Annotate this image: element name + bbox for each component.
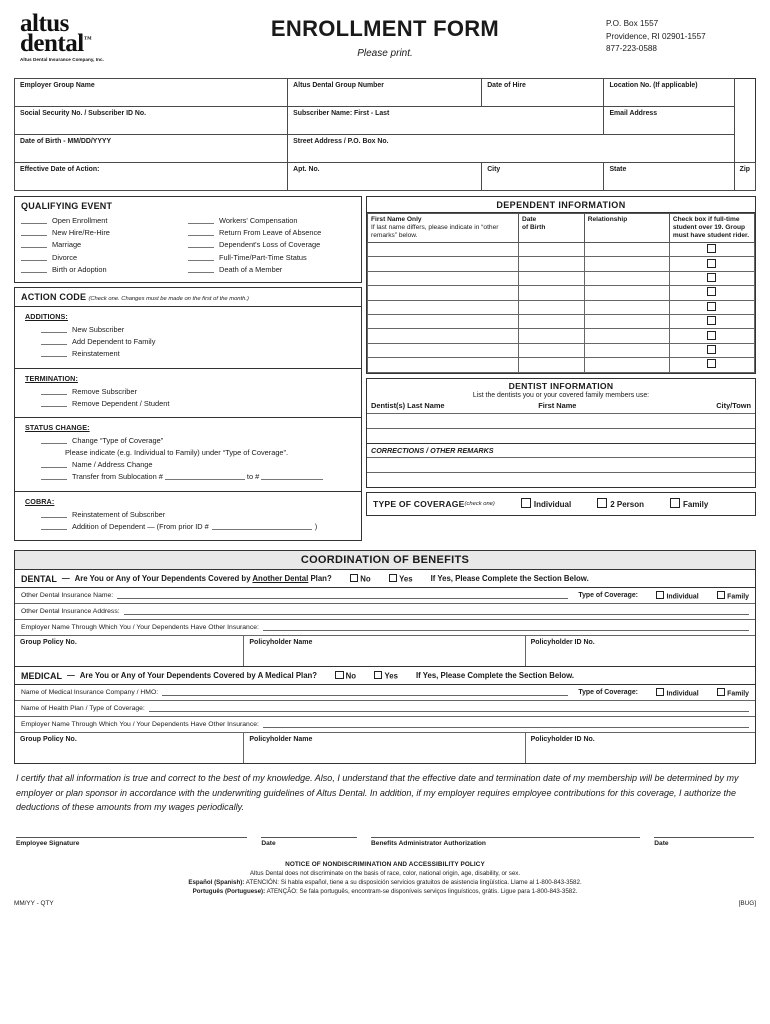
notice-title: NOTICE OF NONDISCRIMINATION AND ACCESSIBILITY POLICY bbox=[285, 860, 485, 868]
notice-spanish: Español (Spanish): ATENCIÓN: Si habla español, tiene a su disposición servicios gratuitos de asistencia lingüística. Llame al 1-800-843-3582. bbox=[188, 878, 582, 886]
form-revision-code: MM/YY - QTY bbox=[14, 899, 54, 907]
dependent-student-checkbox-cell[interactable] bbox=[669, 343, 754, 357]
option-transfer-sublocation[interactable]: Transfer from Sublocation # to # bbox=[41, 472, 355, 481]
type-of-coverage-note: (check one) bbox=[464, 500, 495, 507]
label-medical-employer-name: Employer Name Through Which You / Your Dependents Have Other Insurance: bbox=[21, 721, 259, 728]
checkline[interactable] bbox=[41, 394, 67, 395]
table-row bbox=[368, 271, 755, 285]
checkline[interactable] bbox=[188, 247, 214, 248]
dependent-dob-cell[interactable] bbox=[518, 300, 584, 314]
right-column bbox=[366, 196, 756, 545]
dependent-student-checkbox-cell[interactable] bbox=[669, 300, 754, 314]
checkbox-icon[interactable] bbox=[707, 244, 716, 253]
dependent-relationship-cell[interactable] bbox=[584, 243, 669, 257]
table-row bbox=[15, 79, 756, 107]
dentist-information-subtitle: List the dentists you or your covered family members use: bbox=[472, 391, 650, 399]
dependent-relationship-cell[interactable] bbox=[584, 315, 669, 329]
checkbox-icon[interactable] bbox=[656, 591, 665, 600]
option-add-dependent-to-family[interactable]: Add Dependent to Family bbox=[41, 337, 355, 346]
dental-instruction: If Yes, Please Complete the Section Below. bbox=[430, 574, 589, 583]
checkbox-dental-yes[interactable]: Yes bbox=[389, 574, 413, 584]
checkbox-coverage-2-person[interactable]: 2 Person bbox=[597, 498, 644, 509]
label-employee-signature: Employee Signature bbox=[16, 839, 80, 847]
checkbox-icon[interactable] bbox=[707, 302, 716, 311]
field-altus-group-number[interactable]: Altus Dental Group Number bbox=[288, 79, 482, 107]
employee-signature-field[interactable] bbox=[16, 837, 247, 847]
dependent-relationship-cell[interactable] bbox=[584, 358, 669, 372]
checkbox-icon[interactable] bbox=[707, 331, 716, 340]
qualifying-event-right-column bbox=[188, 216, 355, 277]
dependent-dob-cell[interactable] bbox=[518, 358, 584, 372]
input-health-plan[interactable] bbox=[149, 704, 749, 712]
table-row bbox=[368, 329, 755, 343]
field-date-of-hire[interactable]: Date of Hire bbox=[482, 79, 604, 107]
checkline[interactable] bbox=[41, 443, 67, 444]
checkbox-medical-no[interactable]: No bbox=[335, 671, 356, 681]
dental-label: DENTAL bbox=[21, 573, 57, 584]
option-new-subscriber[interactable]: New Subscriber bbox=[41, 325, 355, 334]
dependent-name-cell[interactable] bbox=[368, 358, 519, 372]
checkbox-medical-type-family[interactable]: Family bbox=[709, 688, 749, 698]
checkline[interactable] bbox=[41, 479, 67, 480]
dependent-name-cell[interactable] bbox=[368, 343, 519, 357]
checkline[interactable] bbox=[21, 223, 47, 224]
table-row bbox=[15, 163, 756, 191]
medical-health-plan-row bbox=[15, 701, 755, 717]
field-medical-group-policy-no[interactable]: Group Policy No. bbox=[15, 733, 244, 763]
option-birth-or-adoption[interactable]: Birth or Adoption bbox=[21, 265, 188, 274]
field-email-address[interactable]: Email Address bbox=[604, 107, 734, 135]
additions-label: ADDITIONS: bbox=[25, 311, 68, 321]
please-print-note: Please print. bbox=[357, 48, 413, 59]
subscriber-identification-grid bbox=[14, 78, 756, 191]
checkbox-icon[interactable] bbox=[707, 287, 716, 296]
option-change-type-of-coverage[interactable]: Change “Type of Coverage” bbox=[41, 436, 355, 445]
table-row bbox=[368, 315, 755, 329]
dependent-name-cell[interactable] bbox=[368, 300, 519, 314]
dependent-relationship-cell[interactable] bbox=[584, 286, 669, 300]
dependent-dob-cell[interactable] bbox=[518, 271, 584, 285]
form-id-code: [BUG] bbox=[738, 899, 756, 907]
field-date-of-birth[interactable]: Date of Birth - MM/DD/YYYY bbox=[15, 135, 288, 163]
qualifying-event-title: QUALIFYING EVENT bbox=[21, 201, 113, 211]
remarks-entry-row[interactable] bbox=[367, 457, 755, 472]
left-column bbox=[14, 196, 362, 545]
option-death-of-member[interactable]: Death of a Member bbox=[188, 265, 355, 274]
dependent-student-checkbox-cell[interactable] bbox=[669, 243, 754, 257]
field-dental-group-policy-no[interactable]: Group Policy No. bbox=[15, 636, 244, 666]
dentist-entry-row[interactable] bbox=[367, 428, 755, 443]
checkbox-icon[interactable] bbox=[374, 671, 383, 680]
trademark-icon: ™ bbox=[83, 34, 92, 44]
option-reinstatement[interactable]: Reinstatement bbox=[41, 349, 355, 358]
dependent-student-checkbox-cell[interactable] bbox=[669, 257, 754, 271]
label-other-dental-insurance-name: Other Dental Insurance Name: bbox=[21, 592, 114, 599]
checkbox-coverage-family[interactable]: Family bbox=[670, 498, 708, 509]
option-dependent-loss-of-coverage[interactable]: Dependent's Loss of Coverage bbox=[188, 240, 355, 249]
column-student-checkbox: Check box if full-time student over 19. Group must have student rider. bbox=[669, 214, 754, 243]
medical-question: Are You or Any of Your Dependents Covered by A Medical Plan? bbox=[79, 671, 318, 680]
dentist-information-box bbox=[366, 378, 756, 488]
page-title: ENROLLMENT FORM bbox=[270, 16, 500, 41]
form-header bbox=[14, 0, 756, 72]
field-location-no[interactable]: Location No. (If applicable) bbox=[604, 79, 734, 107]
address-line-1: P.O. Box 1557 bbox=[606, 19, 659, 28]
field-effective-date-of-action[interactable]: Effective Date of Action: bbox=[15, 163, 288, 191]
dependent-student-checkbox-cell[interactable] bbox=[669, 286, 754, 300]
dependent-dob-cell[interactable] bbox=[518, 315, 584, 329]
qualifying-event-left-column bbox=[21, 216, 188, 277]
medical-policy-row bbox=[15, 733, 755, 763]
logo-line-2: dental™ bbox=[20, 30, 92, 57]
checkline[interactable] bbox=[41, 406, 67, 407]
checkline[interactable] bbox=[21, 247, 47, 248]
column-dentist-city: City/Town bbox=[716, 400, 751, 410]
checkbox-icon[interactable] bbox=[707, 259, 716, 268]
dependent-relationship-cell[interactable] bbox=[584, 300, 669, 314]
option-cobra-addition-of-dependent[interactable]: Addition of Dependent — (From prior ID # ) bbox=[41, 522, 355, 531]
label-date-2: Date bbox=[654, 839, 669, 847]
dependent-table bbox=[367, 213, 755, 373]
dependent-dob-cell[interactable] bbox=[518, 243, 584, 257]
dependent-dob-cell[interactable] bbox=[518, 343, 584, 357]
dependent-name-cell[interactable] bbox=[368, 286, 519, 300]
sublocation-from-input[interactable] bbox=[165, 479, 245, 480]
medical-question-row bbox=[15, 667, 755, 685]
label-benefits-administrator: Benefits Administrator Authorization bbox=[371, 839, 486, 847]
column-dentist-first-name: First Name bbox=[538, 400, 577, 410]
label-date-1: Date bbox=[261, 839, 276, 847]
qualifying-event-box bbox=[14, 196, 362, 283]
signature-row bbox=[14, 837, 756, 847]
notice-statement: Altus Dental does not discriminate on the basis of race, color, national origin, age, disability, or sex. bbox=[249, 869, 521, 877]
cobra-group bbox=[15, 491, 361, 540]
label-dental-type-of-coverage: Type of Coverage: bbox=[578, 592, 638, 599]
option-remove-dependent-student[interactable]: Remove Dependent / Student bbox=[41, 399, 355, 408]
dependent-name-cell[interactable] bbox=[368, 315, 519, 329]
checkbox-dental-no[interactable]: No bbox=[350, 574, 371, 584]
dependent-student-checkbox-cell[interactable] bbox=[669, 329, 754, 343]
input-medical-employer-name[interactable] bbox=[263, 720, 749, 728]
cobra-label: COBRA: bbox=[25, 496, 55, 506]
dentist-entry-row[interactable] bbox=[367, 413, 755, 428]
dependent-name-cell[interactable] bbox=[368, 329, 519, 343]
address-phone: 877-223-0588 bbox=[606, 44, 657, 54]
dependent-relationship-cell[interactable] bbox=[584, 257, 669, 271]
mid-section bbox=[14, 196, 756, 545]
checkbox-medical-yes[interactable]: Yes bbox=[374, 671, 398, 681]
dependent-name-cell[interactable] bbox=[368, 271, 519, 285]
checkline[interactable] bbox=[21, 235, 47, 236]
dependent-rows bbox=[368, 243, 755, 373]
checkbox-dental-type-individual[interactable]: Individual bbox=[648, 591, 699, 601]
dental-question-row bbox=[15, 570, 755, 588]
checkline[interactable] bbox=[41, 467, 67, 468]
notice-portuguese: Português (Portuguese): ATENÇÃO: Se fala português, encontram-se disponíveis serviços linguísticos, grátis. Ligue para 1-800-843-3582. bbox=[192, 887, 578, 895]
column-relationship: Relationship bbox=[584, 214, 669, 243]
input-other-dental-insurance-name[interactable] bbox=[117, 591, 568, 599]
field-subscriber-name[interactable]: Subscriber Name: First - Last bbox=[288, 107, 604, 135]
checkline[interactable] bbox=[41, 529, 67, 530]
input-other-dental-insurance-address[interactable] bbox=[124, 607, 749, 615]
checkbox-icon[interactable] bbox=[707, 345, 716, 354]
field-medical-policyholder-id[interactable]: Policyholder ID No. bbox=[530, 736, 595, 743]
column-first-name: First Name Only If last name differs, please indicate in “other remarks” below. bbox=[368, 214, 519, 243]
checkline[interactable] bbox=[188, 223, 214, 224]
checkbox-icon[interactable] bbox=[707, 316, 716, 325]
checkline[interactable] bbox=[41, 344, 67, 345]
checkline[interactable] bbox=[188, 260, 214, 261]
dental-question: Are You or Any of Your Dependents Covered by Another Dental Plan? bbox=[74, 574, 332, 583]
coordination-of-benefits-title: COORDINATION OF BENEFITS bbox=[15, 551, 755, 570]
dependent-student-checkbox-cell[interactable] bbox=[669, 358, 754, 372]
corrections-remarks-label: CORRECTIONS / OTHER REMARKS bbox=[367, 443, 755, 457]
prior-id-input[interactable] bbox=[212, 529, 312, 530]
table-row bbox=[15, 107, 756, 135]
other-dental-insurance-name-row bbox=[15, 588, 755, 604]
checkbox-icon[interactable] bbox=[717, 591, 726, 600]
option-open-enrollment[interactable]: Open Enrollment bbox=[21, 216, 188, 225]
table-header-row bbox=[368, 214, 755, 243]
dental-employer-name-row bbox=[15, 620, 755, 636]
company-address bbox=[606, 14, 756, 56]
status-change-label: STATUS CHANGE: bbox=[25, 422, 90, 432]
dependent-name-cell[interactable] bbox=[368, 243, 519, 257]
checkbox-icon[interactable] bbox=[389, 574, 398, 583]
action-code-title: ACTION CODE bbox=[21, 291, 87, 302]
checkbox-medical-type-individual[interactable]: Individual bbox=[648, 688, 699, 698]
dependent-dob-cell[interactable] bbox=[518, 257, 584, 271]
status-change-instruction: Please indicate (e.g. Individual to Family) under “Type of Coverage”. bbox=[65, 448, 289, 458]
termination-label: TERMINATION: bbox=[25, 373, 78, 383]
label-medical-insurance-company: Name of Medical Insurance Company / HMO: bbox=[21, 689, 159, 696]
benefits-admin-signature-field[interactable] bbox=[371, 837, 640, 847]
dependent-information-box bbox=[366, 196, 756, 374]
type-of-coverage-row bbox=[366, 492, 756, 516]
checkbox-icon[interactable] bbox=[350, 574, 359, 583]
field-ssn-subscriber-id[interactable]: Social Security No. / Subscriber ID No. bbox=[15, 107, 288, 135]
dependent-student-checkbox-cell[interactable] bbox=[669, 315, 754, 329]
footer-notice bbox=[14, 861, 756, 895]
table-row bbox=[368, 257, 755, 271]
field-employer-group-name[interactable]: Employer Group Name bbox=[15, 79, 288, 107]
dependent-relationship-cell[interactable] bbox=[584, 343, 669, 357]
dental-policy-row bbox=[15, 636, 755, 667]
dependent-dob-cell[interactable] bbox=[518, 286, 584, 300]
column-dentist-last-name: Dentist(s) Last Name bbox=[371, 400, 445, 410]
label-medical-type-of-coverage: Type of Coverage: bbox=[578, 689, 638, 696]
option-cobra-reinstatement[interactable]: Reinstatement of Subscriber bbox=[41, 510, 355, 519]
field-apt-no[interactable]: Apt. No. bbox=[288, 163, 482, 191]
coordination-of-benefits-section bbox=[14, 550, 756, 764]
table-row bbox=[368, 300, 755, 314]
dash: — bbox=[67, 671, 75, 680]
option-full-part-time-status[interactable]: Full-Time/Part-Time Status bbox=[188, 253, 355, 262]
dependent-relationship-cell[interactable] bbox=[584, 271, 669, 285]
option-remove-subscriber[interactable]: Remove Subscriber bbox=[41, 387, 355, 396]
table-row bbox=[368, 358, 755, 372]
title-block bbox=[164, 14, 606, 59]
action-code-note: (Check one. Changes must be made on the first of the month.) bbox=[88, 295, 249, 302]
checkline[interactable] bbox=[41, 332, 67, 333]
input-medical-insurance-company[interactable] bbox=[162, 688, 568, 696]
medical-company-row bbox=[15, 685, 755, 701]
checkbox-dental-type-family[interactable]: Family bbox=[709, 591, 749, 601]
checkbox-icon[interactable] bbox=[717, 688, 726, 697]
option-divorce[interactable]: Divorce bbox=[21, 253, 188, 262]
dentist-column-headers bbox=[367, 401, 755, 413]
medical-label: MEDICAL bbox=[21, 670, 62, 681]
checkbox-icon[interactable] bbox=[656, 688, 665, 697]
checkline[interactable] bbox=[21, 272, 47, 273]
field-zip[interactable]: Zip bbox=[734, 163, 755, 191]
field-city[interactable]: City bbox=[482, 163, 604, 191]
termination-group bbox=[15, 368, 361, 417]
label-other-dental-insurance-address: Other Dental Insurance Address: bbox=[21, 608, 120, 615]
table-row bbox=[368, 343, 755, 357]
medical-instruction: If Yes, Please Complete the Section Below. bbox=[415, 671, 575, 680]
option-workers-compensation[interactable]: Workers' Compensation bbox=[188, 216, 355, 225]
dentist-information-title: DENTIST INFORMATION bbox=[508, 380, 614, 391]
checkline[interactable] bbox=[188, 272, 214, 273]
input-dental-employer-name[interactable] bbox=[263, 623, 749, 631]
logo-tagline: Altus Dental Insurance Company, Inc. bbox=[20, 57, 104, 62]
dependent-relationship-cell[interactable] bbox=[584, 329, 669, 343]
dash: — bbox=[61, 574, 70, 583]
option-new-hire-rehire[interactable]: New Hire/Re-Hire bbox=[21, 228, 188, 237]
label-health-plan: Name of Health Plan / Type of Coverage: bbox=[21, 705, 145, 712]
table-row bbox=[368, 243, 755, 257]
field-state[interactable]: State bbox=[604, 163, 734, 191]
action-code-box bbox=[14, 287, 362, 541]
option-name-address-change[interactable]: Name / Address Change bbox=[41, 460, 355, 469]
dependent-dob-cell[interactable] bbox=[518, 329, 584, 343]
label-dental-employer-name: Employer Name Through Which You / Your Dependents Have Other Insurance: bbox=[21, 624, 259, 631]
dependent-information-title: DEPENDENT INFORMATION bbox=[367, 197, 755, 213]
column-date-of-birth: Date of Birth bbox=[518, 214, 584, 243]
checkbox-icon[interactable] bbox=[521, 498, 531, 508]
benefits-admin-date-field[interactable] bbox=[654, 837, 754, 847]
dependent-student-checkbox-cell[interactable] bbox=[669, 271, 754, 285]
checkbox-icon[interactable] bbox=[707, 359, 716, 368]
footer-codes bbox=[14, 900, 756, 907]
status-change-group bbox=[15, 417, 361, 491]
field-dental-policyholder-name[interactable]: Policyholder Name bbox=[244, 636, 525, 666]
table-row bbox=[368, 286, 755, 300]
additions-group bbox=[15, 306, 361, 368]
certification-statement: I certify that all information is true and correct to the best of my knowledge. Also, I understand that the effective date and termination date of my membership will be determined by my employer or plan sponsor in accordance with the underwriting guidelines of Altus Dental. In addition, if my employer requires employee contributions for this coverage, I authorize the deductions of these amounts from my wages periodically. bbox=[16, 773, 739, 813]
type-of-coverage-label: TYPE OF COVERAGE bbox=[373, 498, 465, 509]
checkbox-icon[interactable] bbox=[670, 498, 680, 508]
altus-dental-logo bbox=[14, 10, 164, 62]
checkbox-icon[interactable] bbox=[707, 273, 716, 282]
checkline[interactable] bbox=[21, 260, 47, 261]
employee-date-field[interactable] bbox=[261, 837, 357, 847]
checkbox-coverage-individual[interactable]: Individual bbox=[521, 498, 571, 509]
field-street-address[interactable]: Street Address / P.O. Box No. bbox=[288, 135, 734, 163]
dependent-name-cell[interactable] bbox=[368, 257, 519, 271]
logo-line-1: altus bbox=[20, 10, 69, 37]
field-medical-policyholder-name[interactable]: Policyholder Name bbox=[244, 733, 525, 763]
option-return-from-leave[interactable]: Return From Leave of Absence bbox=[188, 228, 355, 237]
remarks-entry-row[interactable] bbox=[367, 472, 755, 487]
checkline[interactable] bbox=[41, 517, 67, 518]
checkbox-icon[interactable] bbox=[597, 498, 607, 508]
medical-employer-name-row bbox=[15, 717, 755, 733]
sublocation-to-input[interactable] bbox=[261, 479, 323, 480]
option-marriage[interactable]: Marriage bbox=[21, 240, 188, 249]
address-line-2: Providence, RI 02901-1557 bbox=[606, 31, 706, 41]
checkline[interactable] bbox=[188, 235, 214, 236]
table-row bbox=[15, 135, 756, 163]
checkbox-icon[interactable] bbox=[335, 671, 344, 680]
other-dental-insurance-address-row bbox=[15, 604, 755, 620]
field-dental-policyholder-id[interactable]: Policyholder ID No. bbox=[530, 639, 595, 646]
checkline[interactable] bbox=[41, 356, 67, 357]
